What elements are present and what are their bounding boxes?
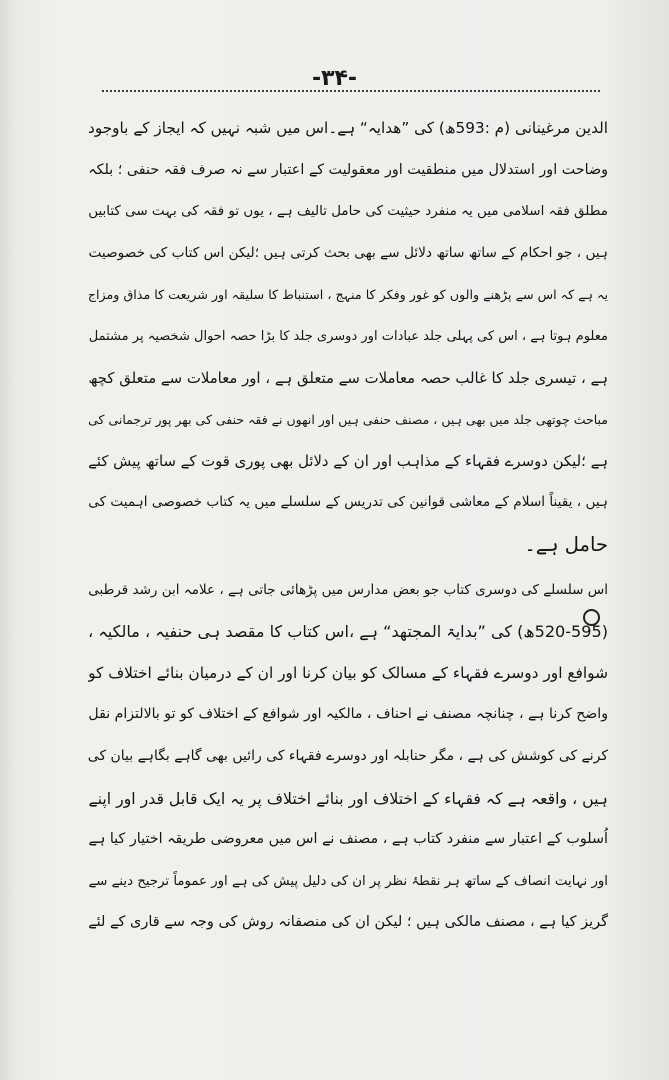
body-text: [88, 108, 608, 944]
text-line: وضاحت اور استدلال میں منطقیت اور معقولیت کے اعتبار سے نہ صرف فقہ حنفی ؛ بلکہ: [88, 161, 608, 178]
text-line: (520-595ھ) کی ”بدایۃ المجتھد“ ہے ،اس کتاب کا مقصد ہی حنفیہ ، مالکیہ ،: [88, 622, 608, 642]
text-line: اُسلوب کے اعتبار سے منفرد کتاب ہے ، مصنف نے اس میں معروضی طریقہ اختیار کیا ہے: [88, 831, 608, 848]
circle-bullet-icon: [583, 609, 600, 626]
text-line: ہیں ، یقیناً اسلام کے معاشی قوانین کی تدریس کے سلسلے میں یہ کتاب خصوصی اہمیت کی: [88, 494, 608, 511]
text-line: مباحث چوتھی جلد میں بھی ہیں ، مصنف حنفی ہیں اور انھوں نے فقہ حنفی کی بھر پور ترجمانی کی: [88, 412, 608, 428]
text-line: مطلق فقہ اسلامی میں یہ منفرد حیثیت کی حامل تالیف ہے ، یوں تو فقہ کی بہت سی کتابیں: [88, 203, 608, 220]
text-line: شوافع اور دوسرے فقہاء کے مسالک کو بیان کرنا اور ان کے درمیان بنائے اختلاف کو: [88, 663, 608, 682]
text-line: ہیں ، واقعہ ہے کہ فقہاء کے اختلاف اور بنائے اختلاف پر یہ ایک قابل قدر اور اپنے: [88, 788, 608, 808]
page-header: [0, 66, 669, 91]
paragraph-bidayat: [88, 570, 608, 944]
page-number: -۳۴-: [311, 66, 358, 91]
paragraph-hidaya: [88, 108, 608, 566]
text-line: گریز کیا ہے ، مصنف مالکی ہیں ؛ لیکن ان کی منصفانہ روش کی وجہ سے قاری کے لئے: [88, 914, 608, 931]
text-line: ہے ، تیسری جلد کا غالب حصہ معاملات سے متعلق ہے ، اور معاملات سے متعلق کچھ: [88, 368, 608, 387]
text-line: الدین مرغینانی (م :593ھ) کی ”ھدایہ“ ہے۔اس میں شبہ نہیں کہ ایجاز کے باوجود: [88, 119, 608, 137]
text-line: ہے ؛لیکن دوسرے فقہاء کے مذاہب اور ان کے دلائل بھی پوری قوت کے ساتھ پیش کئے: [88, 451, 608, 470]
text-line: یہ ہے کہ اس سے پڑھنے والوں کو غور وفکر کا منہج ، استنباط کا سلیقہ اور شریعت کا مذاق ومزاج: [88, 287, 608, 303]
text-line: کرنے کی کوشش کی ہے ، مگر حنابلہ اور دوسرے فقہاء کی رائیں بھی گاہے بگاہے بیان کی: [88, 747, 608, 764]
text-line: اور نہایت انصاف کے ساتھ ہر نقطۂ نظر پر ان کی دلیل پیش کی ہے اور عموماً ترجیح دینے سے: [88, 873, 608, 889]
text-line: اس سلسلے کی دوسری کتاب جو بعض مدارس میں پڑھائی جاتی ہے ، علامہ ابن رشد قرطبی: [88, 581, 608, 598]
text-line: واضح کرنا ہے ، چنانچہ مصنف نے احناف ، مالکیہ اور شوافع کے اختلاف کو تو بالالتزام نقل: [88, 706, 608, 723]
header-divider: [102, 90, 600, 92]
text-line: معلوم ہوتا ہے ، اس کی پہلی جلد عبادات اور دوسری جلد کا بڑا حصہ احوال شخصیہ پر مشتمل: [88, 328, 608, 344]
text-line-last: حامل ہے۔: [524, 532, 608, 556]
text-line: ہیں ، جو احکام کے ساتھ ساتھ دلائل سے بھی بحث کرتی ہیں ؛لیکن اس کتاب کی خصوصیت: [88, 244, 608, 261]
